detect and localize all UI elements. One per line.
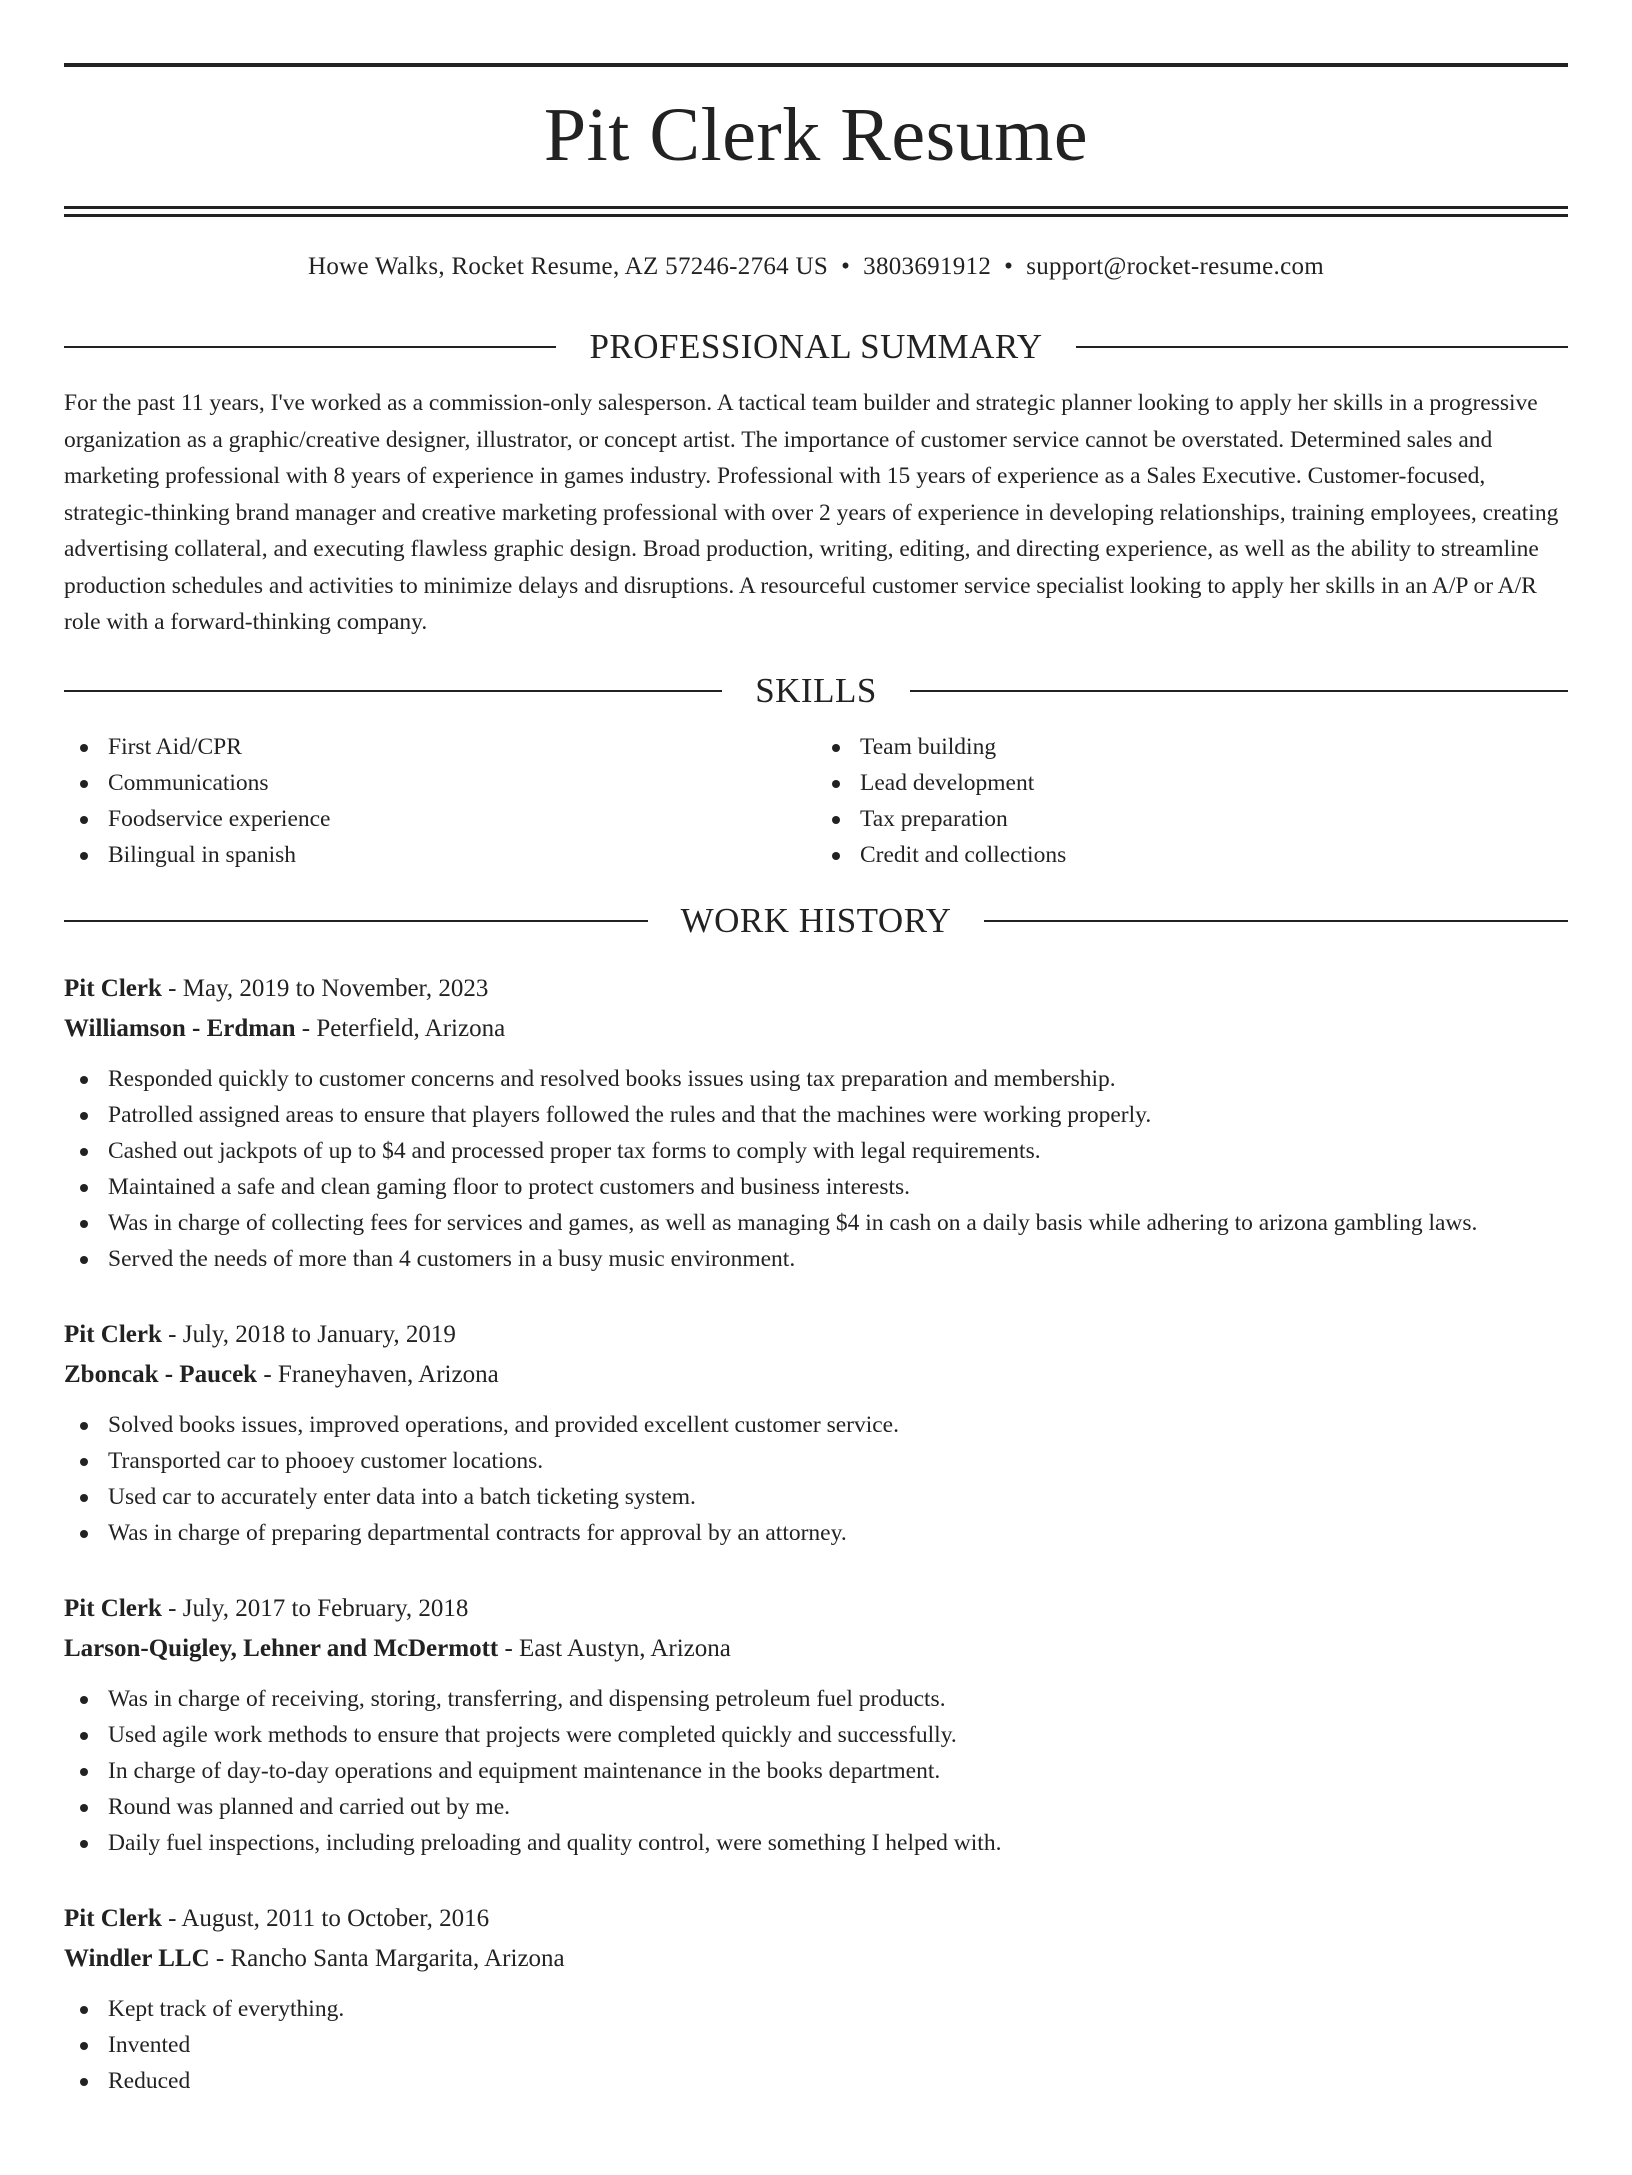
duty-item: Reduced <box>64 2063 1568 2099</box>
job-company: Zboncak - Paucek <box>64 1360 258 1388</box>
duty-item: Was in charge of preparing departmental contracts for approval by an attorney. <box>64 1515 1568 1551</box>
summary-paragraph: For the past 11 years, I've worked as a commission-only salesperson. A tactical team builder and strategic planner looking to apply her skills in a progressive organization as a graphic/creative designer, illustrator, or concept artist. The importance of customer service cannot be overstated. Determined sales and marketing professional with 8 years of experience in games industry. Professional with 15 years of experience as a Sales Executive. Customer-focused, strategic-thinking brand manager and creative marketing professional with over 2 years of experience in developing relationships, training employees, creating advertising collateral, and executing flawless graphic design. Broad production, writing, editing, and directing experience, as well as the ability to streamline production schedules and activities to minimize delays and disruptions. A resourceful customer service specialist looking to apply her skills in an A/P or A/R role with a forward-thinking company. <box>64 390 1559 635</box>
heading-rule-left <box>64 346 556 348</box>
duty-item: Used agile work methods to ensure that projects were completed quickly and successfully. <box>64 1717 1568 1753</box>
contact-separator: • <box>841 253 851 280</box>
duty-item: Patrolled assigned areas to ensure that players followed the rules and that the machines were working properly. <box>64 1097 1568 1133</box>
duty-item: Daily fuel inspections, including preloading and quality control, were something I helped with. <box>64 1825 1568 1861</box>
heading-rule-right <box>910 690 1568 692</box>
skill-item: Credit and collections <box>816 837 1568 873</box>
job-dates: - August, 2011 to October, 2016 <box>161 1904 490 1932</box>
section-heading-summary <box>64 327 1568 367</box>
job-title: Pit Clerk <box>64 1594 162 1622</box>
contact-phone: 3803691912 <box>863 253 992 280</box>
skill-item: Team building <box>816 729 1568 765</box>
job-duties <box>64 1407 1568 1551</box>
job-title-line <box>64 969 1568 1009</box>
contact-email: support@rocket-resume.com <box>1026 253 1325 280</box>
section-heading-label: WORK HISTORY <box>680 900 952 940</box>
section-heading-work-history <box>64 901 1568 941</box>
job-company-line <box>64 1355 1568 1395</box>
duty-item: Transported car to phooey customer locations. <box>64 1443 1568 1479</box>
skills-column-right <box>816 729 1568 873</box>
job-dates: - July, 2017 to February, 2018 <box>161 1594 469 1622</box>
heading-rule-right <box>1076 346 1568 348</box>
job-company: Williamson - Erdman <box>64 1014 296 1042</box>
duty-item: Maintained a safe and clean gaming floor to protect customers and business interests. <box>64 1169 1568 1205</box>
heading-rule-right <box>984 920 1568 922</box>
duty-item: Kept track of everything. <box>64 1991 1568 2027</box>
job-company-line <box>64 1009 1568 1049</box>
job-entry <box>64 1899 1568 2099</box>
job-location: - Rancho Santa Margarita, Arizona <box>209 1944 565 1972</box>
skill-item: Tax preparation <box>816 801 1568 837</box>
job-dates: - May, 2019 to November, 2023 <box>161 974 489 1002</box>
section-heading-label: SKILLS <box>755 670 877 710</box>
job-title: Pit Clerk <box>64 1904 162 1932</box>
resume-page <box>0 63 1632 2175</box>
duty-item: Used car to accurately enter data into a batch ticketing system. <box>64 1479 1568 1515</box>
job-location: - Peterfield, Arizona <box>295 1014 506 1042</box>
duty-item: Served the needs of more than 4 customers in a busy music environment. <box>64 1241 1568 1277</box>
job-title-line <box>64 1315 1568 1355</box>
job-duties <box>64 1991 1568 2099</box>
job-entry <box>64 1315 1568 1551</box>
duty-item: In charge of day-to-day operations and equipment maintenance in the books department. <box>64 1753 1568 1789</box>
job-company-line <box>64 1629 1568 1669</box>
job-title-line <box>64 1589 1568 1629</box>
contact-line <box>64 251 1568 283</box>
heading-rule-left <box>64 920 648 922</box>
skill-item: Foodservice experience <box>64 801 816 837</box>
job-location: - East Austyn, Arizona <box>498 1634 731 1662</box>
job-company: Windler LLC <box>64 1944 210 1972</box>
duty-item: Round was planned and carried out by me. <box>64 1789 1568 1825</box>
job-title: Pit Clerk <box>64 1320 162 1348</box>
skills-column-left <box>64 729 816 873</box>
contact-separator: • <box>1004 253 1014 280</box>
duty-item: Responded quickly to customer concerns and resolved books issues using tax preparation and membership. <box>64 1061 1568 1097</box>
job-duties <box>64 1681 1568 1861</box>
title-double-rule <box>64 206 1568 217</box>
duty-item: Was in charge of receiving, storing, transferring, and dispensing petroleum fuel products. <box>64 1681 1568 1717</box>
section-heading-skills <box>64 671 1568 711</box>
skill-item: First Aid/CPR <box>64 729 816 765</box>
skills-list <box>64 729 1568 873</box>
skill-item: Bilingual in spanish <box>64 837 816 873</box>
job-company: Larson-Quigley, Lehner and McDermott <box>64 1634 499 1662</box>
duty-item: Cashed out jackpots of up to $4 and processed proper tax forms to comply with legal requirements. <box>64 1133 1568 1169</box>
duty-item: Invented <box>64 2027 1568 2063</box>
page-title: Pit Clerk Resume <box>543 93 1089 177</box>
job-entry <box>64 969 1568 1277</box>
job-entry <box>64 1589 1568 1861</box>
job-location: - Franeyhaven, Arizona <box>257 1360 499 1388</box>
heading-rule-left <box>64 690 722 692</box>
skill-item: Communications <box>64 765 816 801</box>
job-company-line <box>64 1939 1568 1979</box>
job-dates: - July, 2018 to January, 2019 <box>161 1320 456 1348</box>
duty-item: Solved books issues, improved operations, and provided excellent customer service. <box>64 1407 1568 1443</box>
job-title: Pit Clerk <box>64 974 162 1002</box>
job-title-line <box>64 1899 1568 1939</box>
job-duties <box>64 1061 1568 1277</box>
top-rule <box>64 63 1568 67</box>
contact-address: Howe Walks, Rocket Resume, AZ 57246-2764 US <box>307 253 829 280</box>
skill-item: Lead development <box>816 765 1568 801</box>
duty-item: Was in charge of collecting fees for services and games, as well as managing $4 in cash on a daily basis while adhering to arizona gambling laws. <box>64 1205 1568 1241</box>
section-heading-label: PROFESSIONAL SUMMARY <box>589 327 1043 366</box>
